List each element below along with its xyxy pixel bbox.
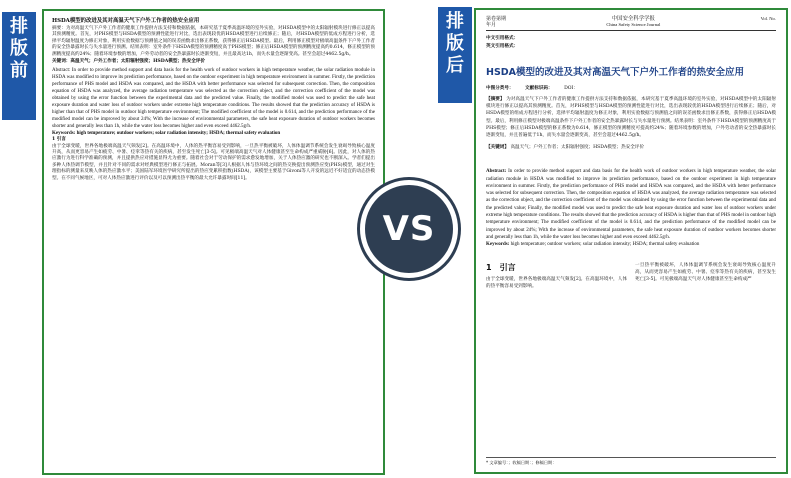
abstract-zh-label: 【摘要】 xyxy=(486,97,505,102)
journal-name-en: China Safety Science Journal xyxy=(606,22,661,27)
after-body-columns xyxy=(486,262,776,290)
after-section-heading: 1 引言 xyxy=(486,263,516,273)
after-abstract-zh xyxy=(486,96,776,139)
citation-format-en: 英文引用格式： xyxy=(486,44,519,49)
after-label-tag xyxy=(438,7,472,103)
journal-name-zh: 中国安全科学学报 xyxy=(611,16,655,22)
doi-label: DOI： xyxy=(564,86,578,91)
header-year-month: 年月 xyxy=(486,22,497,28)
after-label-char-3: 后 xyxy=(446,55,464,76)
before-label-char-2: 版 xyxy=(10,38,28,59)
header-vol-no: Vol. No. xyxy=(760,16,776,21)
after-title: HSDA模型的改进及其对高温天气下户外工作者的热安全应用 xyxy=(486,67,745,78)
before-keywords-zh: 关键词：高温天气；户外工作者；太阳辐射强度；HSDA模型；热安全评价 xyxy=(52,59,206,65)
before-label-tag xyxy=(2,12,36,120)
citation-format-zh: 中文引用格式： xyxy=(486,36,519,41)
clc-label: 中图分类号： xyxy=(486,86,514,91)
vs-text: VS xyxy=(382,209,436,249)
before-layout-page xyxy=(42,9,385,475)
body-column-left xyxy=(486,262,627,290)
vs-badge xyxy=(360,180,458,278)
after-keywords-zh xyxy=(486,144,776,152)
before-abstract-zh: 摘要：为对高温天气下户外工作者的健康工作提供方法支持和数据依据，本研究基于夏季高温环境的室外实验，对HSDA模型中的太阳辐射模块进行修正以提高其预测精度。首先，对PHS模型与HSDA模型的预测性能进行对比，选出表现较优的HSDA模型进行后续修正；随后，对HSDA模型的低成方程进行分析，选择平均辐射温度为修正对象，利用实验数据与预测值之间的误差函数求出修正系数，获得修正后HSDA模型。最后，利用修正模型对极端高温条件下户外工作者的安全热暴露时长与失水量进行预测。结果表明：室外条件下HSDA模型的预测精度高于PHS模型；修正后HSDA模型的预测精度提高约0.614，修正模型的预测精度提高约24%；随着环境参数的增加，户外劳动者的安全热暴露时长逐渐变短，并且最高达1h，而失水量会逐渐变高。甚至会超过4462.5g/h。 xyxy=(52,26,375,57)
before-section-heading: 1 引言 xyxy=(52,137,66,143)
after-layout-page xyxy=(474,8,788,474)
before-label-char-3: 前 xyxy=(10,60,28,81)
keywords-en-text: high temperature; outdoor workers; solar radiation intensity; HSDA; thermal safety evaluation xyxy=(510,242,700,248)
after-label-char-2: 版 xyxy=(446,33,464,54)
doc-code-label: 文献标识码： xyxy=(525,86,553,91)
body-column-right xyxy=(635,262,776,290)
classification-line xyxy=(486,85,776,93)
body-column-right-text: 一旦热平衡被破坏，人体体温调节系统会发生衰竭导致核心温度升高，从而更容易产生如疲劳、中暑、痉挛等热有关的疾病，甚至发生死亡[3-5]。可见极端高温天气对人体健康甚至生命构成严 xyxy=(635,263,776,283)
before-body-text: 由于全球变暖，世界各地极端高温天气频发[2]。在高温环境中，人体的热平衡容易受到影响，一旦热平衡被破坏，人体体温调节系统会发生衰竭导致核心温度升高，从而更容易产生如疲劳、中暑、痉挛等热有关的疾病，甚至发生死亡[3-5]。可见极端高温天气对人体健康甚至生命构成严重威胁[6]。因此，对人体的热应激行为进行科学准确的预测，并且提供热应对措施显得尤为重要。随着社会对于劳动保护的需求愈发地增加，关于人体热应激的研究也不断深入。学者们提出多种人体热调节模型，并且针对不同的需求对经典模型进行修正与拓展。Moran等[3]人根据人体与热环境之间的热交换提出预测热应变(PHS)模型，通过对生理指标的测量来反映人体的热应激水平；美国陆军环境医学研究所提出的热应变累积指数(HSDA)，该模型主要基于Givoni等人开发的远近不好适宜的动态热模型。在不同气候地区，可对人体热应激进行评价以及可以预测出热平衡的最大允许暴露时间[11]。 xyxy=(52,143,375,181)
body-column-left-text: 由于全球变暖，世界各地极端高温天气频发[2]。在高温环境中，人体的热平衡容易受到影响。 xyxy=(486,277,627,290)
after-footnote: * 文章编号：；收稿日期：；修稿日期： xyxy=(486,457,776,466)
after-abstract-en xyxy=(486,168,776,241)
before-label-char-1: 排 xyxy=(10,16,28,37)
abstract-zh-text: 为对高温天气下户外工作者的健康工作提供方法支持和数据依据，本研究基于夏季高温环境的室外实验，对HSDA模型中的太阳辐射模块进行修正以提高其预测精度。首先，对PHS模型与HSDA模型的预测性能进行对比，选出表现较优的HSDA模型进行后续修正；随后，对HSDA模型的组成方程进行分析，选择平均辐射温度为修正对象，利用实验数据与预测值之间的误差函数求出修正系数，获得修正后HSDA模型。最后，利用修正模型对极端高温条件下户外工作者的安全热暴露时长与失水量进行预测。结果表明：室外条件下HSDA模型的预测精度高于PHS模型；修正后HSDA模型的修正系数为0.614，修正模型的预测精度可提高约24%；随着环境参数的增加，户外劳动者的安全热暴露时长逐渐变短，并且普遍低于1h，而失水量会逐渐变高，甚至会超过4462.5g/h。 xyxy=(486,97,776,139)
before-abstract-en: Abstract: In order to provide method support and data basis for the health work of outdoor workers in high temperature weather, the solar radiation module in HSDA was modified to improve its prediction performance, based on the outdoor experiment in high temperature environment in summer. Firstly, the prediction performance of PHS model and HSDA was compared, and the HSDA with better performance was selected for subsequent correction. Then, the composition equation of HSDA was analyzed, the average radiation temperature was selected as the correction object, and the correction coefficient of the model was obtained by using the error function between the experimental data and the predicted value. Finally, the modified model was used to predict the safe heat exposure duration and water loss of outdoor workers under extreme high temperature conditions. The results showed that the prediction accuracy of HSDA is higher than that of PHS model in outdoor high temperature environment; The modified coefficient of the model is 0.614, and the prediction performance of the modified model can be improved by about 24%; With the increase of environmental parameters, the safe heat exposure duration of outdoor workers becomes shorter and generally less than 1h, while the water loss becomes higher and even exceed 4462.5g/h. xyxy=(52,68,375,130)
keywords-zh-text: 高温天气；户外工作者；太阳辐射强度；HSDA模型；热安全评价 xyxy=(510,145,645,151)
before-title: HSDA模型的改进及其对高温天气下户外工作者的热安全应用 xyxy=(52,18,200,24)
journal-header xyxy=(486,16,776,31)
after-label-char-1: 排 xyxy=(446,11,464,32)
after-keywords-en xyxy=(486,241,776,248)
keywords-en-label: Keywords: xyxy=(486,242,510,248)
abstract-en-text: In order to provide method support and data basis for the health work of outdoor workers in high temperature weather, the solar radiation module in HSDA was modified to improve its prediction performance, based on the outdoor experiment in high temperature environment in summer. Firstly, the prediction performance of PHS model and HSDA was compared, and the HSDA with better performance was selected for subsequent correction. Then, the composition equation of HSDA was analyzed, the average radiation temperature was selected as the correction object, and the correction coefficient of the model was obtained by using the error function between the experimental data and the predicted value; Finally, the modified model was used to predict the safe heat exposure duration and water loss of outdoor workers under extreme high temperature conditions. The results showed that the prediction accuracy of HSDA is higher than that of PHS model in outdoor high temperature environment; The modified coefficient of the model is 0.614, and the prediction performance of the modified model can be improved by about 24%; With the increase of environmental parameters, the safe heat exposure duration of outdoor workers becomes shorter and generally less than 1h, while the water loss becomes higher and even exceed 4462.5g/h. xyxy=(486,169,777,240)
keywords-zh-label: 【关键词】 xyxy=(486,145,509,151)
before-keywords-en: Keywords: high temperature; outdoor workers; solar radiation intensity; HSDA; thermal safety evaluation xyxy=(52,131,281,137)
abstract-en-label: Abstract: xyxy=(486,169,507,175)
header-volume-issue: 第卷第期 xyxy=(486,16,507,22)
